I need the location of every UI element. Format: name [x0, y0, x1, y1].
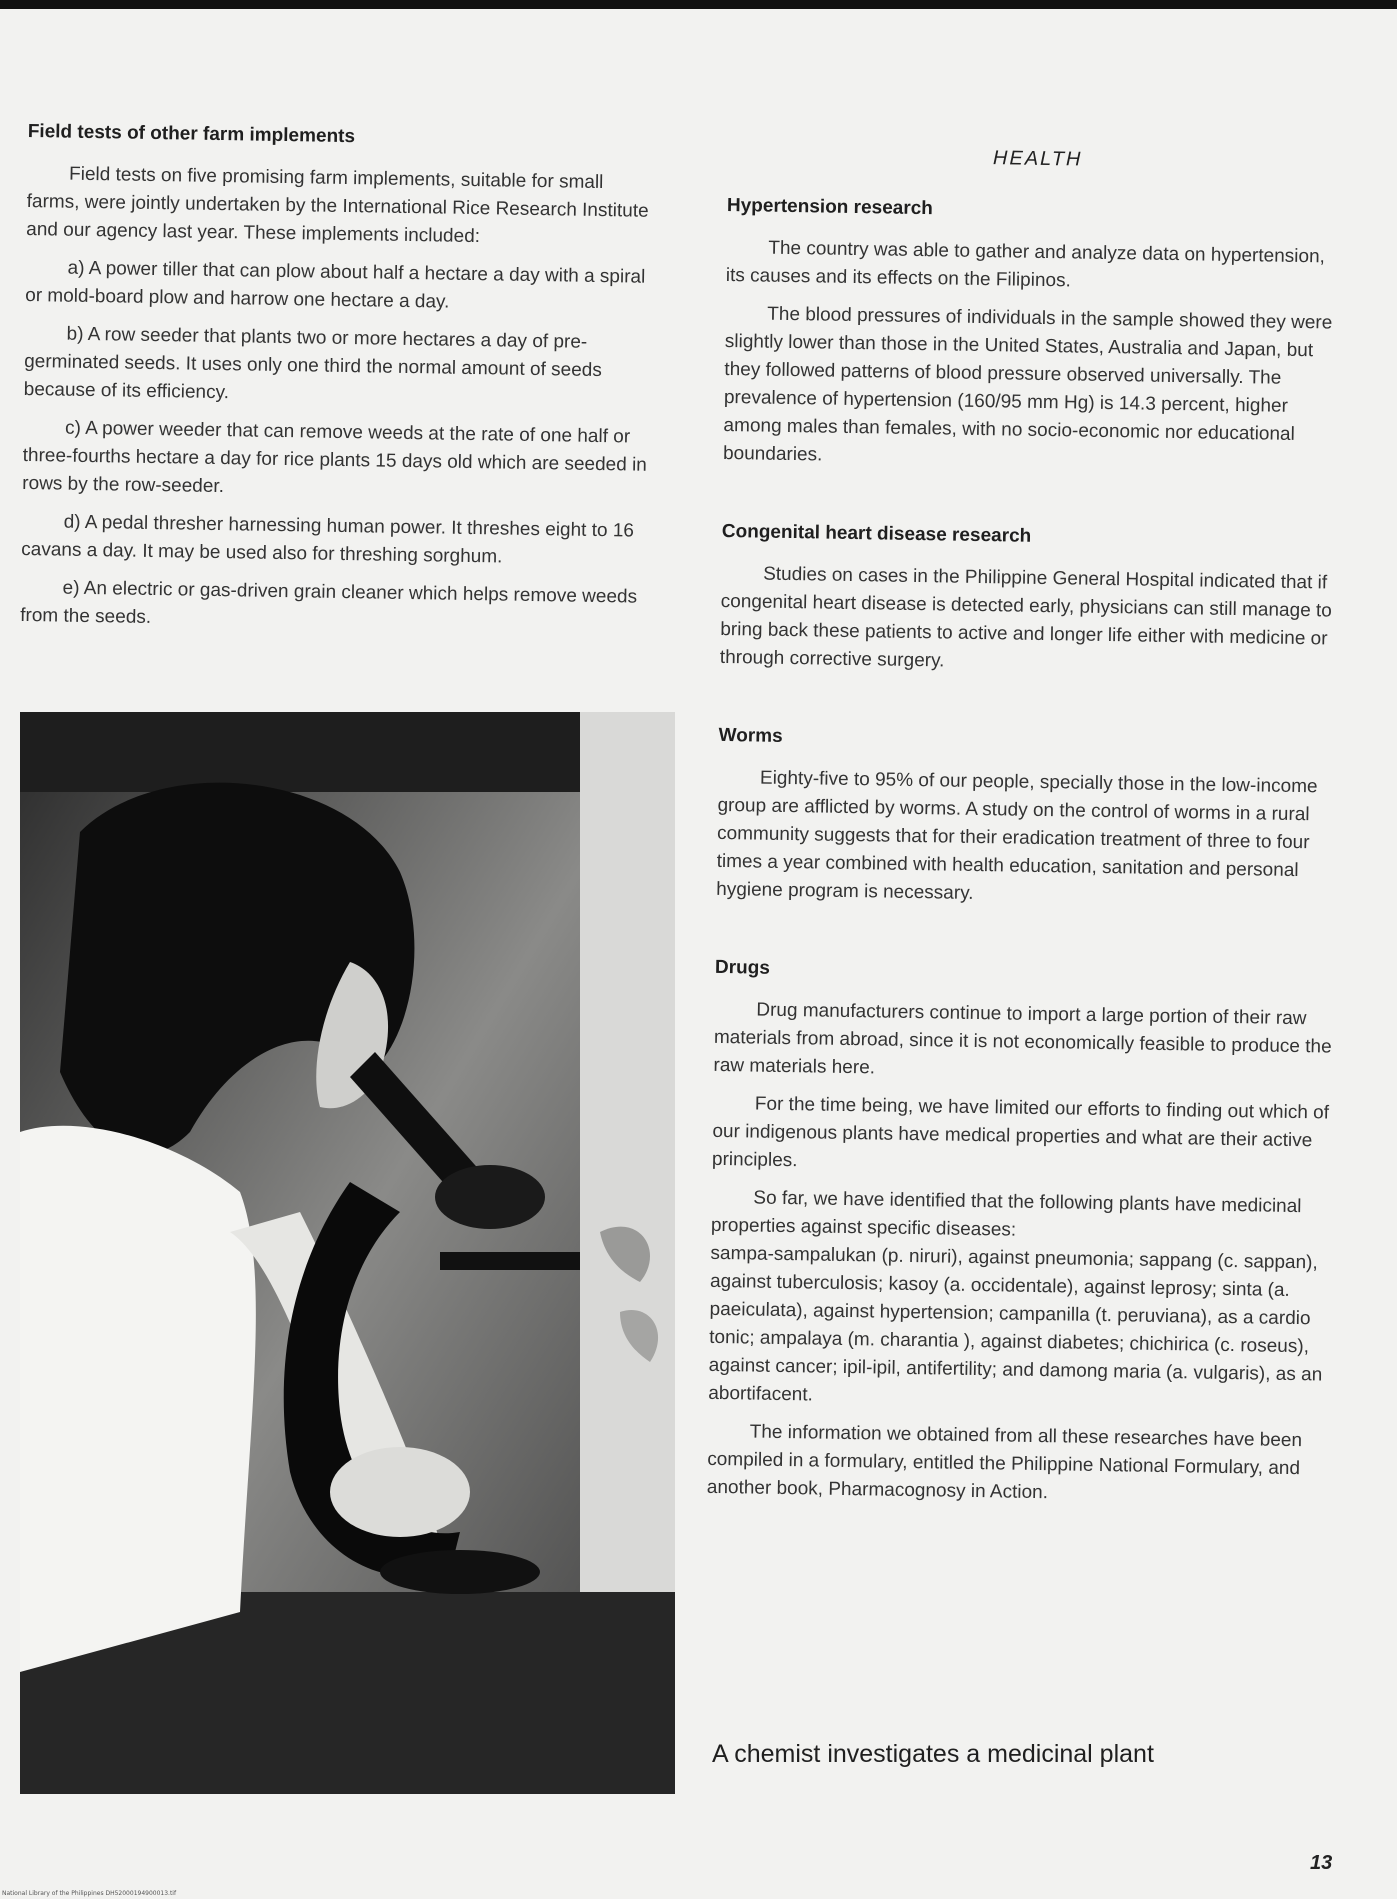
heading-hypertension: Hypertension research — [726, 194, 934, 220]
page-number: 13 — [1310, 1852, 1333, 1874]
heading-worms: Worms — [718, 724, 783, 747]
paragraph-drugs-4: sampa-sampalukan (p. niruri), against pneumonia; sappang (c. sappan), against tuberculosis; kasoy (a. occidentale), against leprosy; sinta (a. paeiculata), against hypertension; campanilla (t. peruviana), as a cardio tonic; ampalaya (m. charantia ), against diabetes; chichirica (c. roseus), against cancer; ipil-ipil, antifertility; and damong maria (a. vulgaris), as an abortifacent. — [708, 1242, 1323, 1406]
right-column — [706, 140, 1347, 1522]
list-item-b: b) A row seeder that plants two or more hectares a day of pre-germinated seeds. It uses only one third the normal amount of seeds because of its efficiency. — [23, 323, 602, 404]
paragraph-drugs-2: For the time being, we have limited our efforts to finding out which of our indigenous plants have medical properties and what are their active principles. — [711, 1093, 1330, 1172]
chemist-photo — [20, 712, 675, 1794]
paragraph-congenital-1: Studies on cases in the Philippine General Hospital indicated that if congenital heart disease is detected early, physicians can still manage to bring back these patients to active and longer life either with medicine or through corrective surgery. — [719, 563, 1333, 672]
paragraph-drugs-3: So far, we have identified that the following plants have medicinal properties against specific diseases: — [710, 1187, 1302, 1241]
heading-drugs: Drugs — [714, 956, 771, 979]
list-item-d: d) A pedal thresher harnessing human power. It threshes eight to 16 cavans a day. It may be used also for threshing sorghum. — [21, 511, 635, 568]
photo-caption: A chemist investigates a medicinal plant — [712, 1740, 1154, 1768]
paragraph-hypertension-1: The country was able to gather and analyze data on hypertension, its causes and its effects on the Filipinos. — [725, 237, 1326, 292]
scan-footer: National Library of the Philippines DH52000194900013.tif — [2, 1890, 177, 1897]
paragraph-hypertension-2: The blood pressures of individuals in the sample showed they were slightly lower than those in the United States, Australia and Japan, but they followed patterns of blood pressure observed universally. The prevalence of hypertension (160/95 mm Hg) is 14.3 percent, higher among males than females, with no socio-economic nor educational boundaries. — [722, 303, 1333, 466]
paragraph-drugs-5: The information we obtained from all these researches have been compiled in a formulary, entitled the Philippine National Formulary, and another book, Pharmacognosy in Action. — [706, 1421, 1303, 1504]
list-item-c: c) A power weeder that can remove weeds at the rate of one half or three-fourths hectare a day for rice plants 15 days old which are seeded in rows by the row-seeder. — [22, 417, 647, 498]
list-item-a: a) A power tiller that can plow about half a hectare a day with a spiral or mold-board plow and harrow one hectare a day. — [25, 257, 646, 313]
top-border — [0, 0, 1397, 9]
heading-congenital: Congenital heart disease research — [721, 520, 1032, 547]
left-column — [20, 118, 658, 650]
paragraph-intro: Field tests on five promising farm implements, suitable for small farms, were jointly undertaken by the International Rice Research Institute and our agency last year. These implements included: — [26, 163, 649, 248]
paragraph-drugs-1: Drug manufacturers continue to import a large portion of their raw materials from abroad, since it is not economically feasible to produce the raw materials here. — [713, 999, 1332, 1079]
list-item-e: e) An electric or gas-driven grain cleaner which helps remove weeds from the seeds. — [20, 577, 638, 628]
photo-illustration — [20, 712, 675, 1794]
heading-farm-implements: Field tests of other farm implements — [27, 120, 356, 148]
paragraph-worms-1: Eighty-five to 95% of our people, specially those in the low-income group are afflicted by worms. A study on the control of worms in a rural community suggests that for their eradication treatment of three to four times a year combined with health education, sanitation and personal hygiene program is necessary. — [716, 767, 1318, 904]
section-title-health: HEALTH — [992, 147, 1083, 171]
